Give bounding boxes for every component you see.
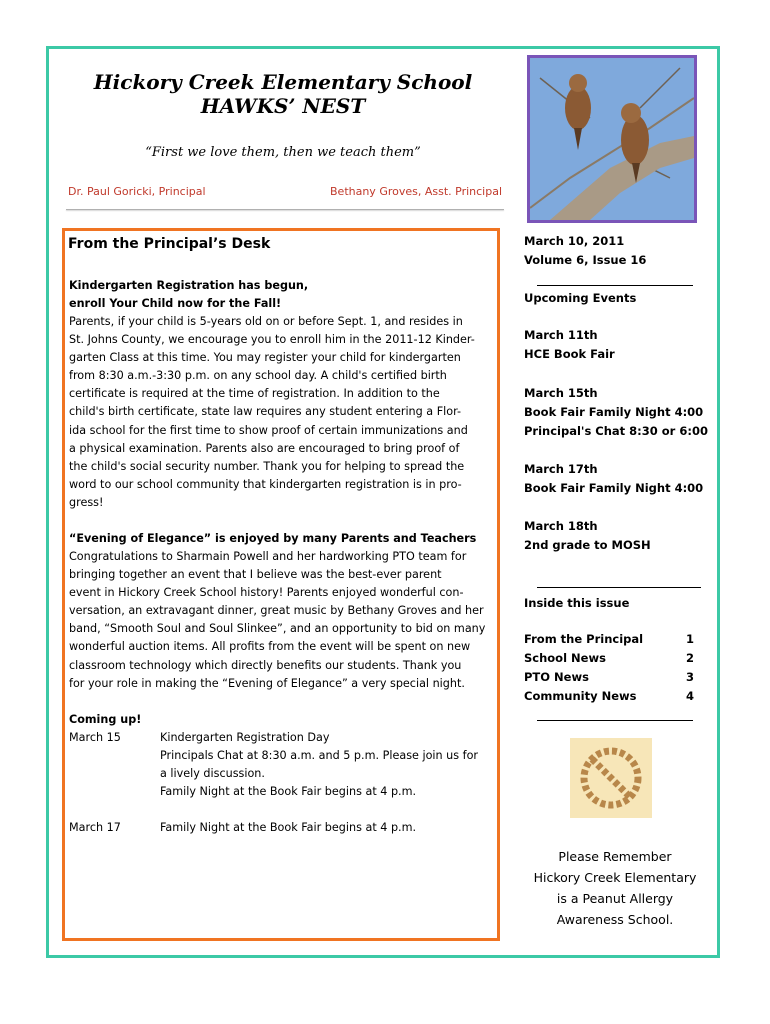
toc-page: 2 <box>685 651 694 665</box>
no-peanut-symbol <box>570 738 652 818</box>
header-divider <box>66 209 504 210</box>
principal-desk-heading: From the Principal’s Desk <box>68 236 271 252</box>
toc-title: From the Principal <box>524 632 644 646</box>
body-line: wonderful auction items. All profits from the event will be spent on new <box>69 640 471 654</box>
sidebar-divider <box>537 720 693 721</box>
motto: “First we love them, then we teach them” <box>145 145 421 160</box>
body-line: child's birth certificate, state law requires any student entering a Flor- <box>69 405 462 419</box>
coming-up-details <box>160 729 495 801</box>
notice-line: Awareness School. <box>556 912 674 927</box>
elegance-body <box>69 548 494 693</box>
body-line: for your role in making the “Evening of Elegance” a very special night. <box>69 676 465 690</box>
notice-line: is a Peanut Allergy <box>556 891 674 906</box>
toc-title: PTO News <box>524 670 589 684</box>
registration-heading-line: Kindergarten Registration has begun, <box>69 279 309 292</box>
coming-up-date: March 17 <box>69 821 121 834</box>
event-detail: 2nd grade to MOSH <box>524 538 651 552</box>
body-line: event in Hickory Creek School history! Parents enjoyed wonderful con- <box>69 586 464 600</box>
school-name: Hickory Creek Elementary School <box>93 70 473 94</box>
hawks-photo <box>527 55 697 223</box>
body-line: word to our school community that kindergarten registration is in pro- <box>69 477 462 491</box>
body-line: St. Johns County, we encourage you to enroll him in the 2011-12 Kinder- <box>69 333 475 347</box>
event-date: March 15th <box>524 386 598 400</box>
toc-item[interactable] <box>524 670 694 684</box>
issue-date: March 10, 2011 <box>524 234 625 248</box>
body-line: the child's social security number. Thank you for helping to spread the <box>69 459 465 473</box>
body-line: versation, an extravagant dinner, great music by Bethany Groves and her <box>69 604 484 618</box>
no-peanut-icon <box>570 738 652 818</box>
event-date: March 17th <box>524 462 598 476</box>
event-date: March 11th <box>524 328 598 342</box>
event-date: March 18th <box>524 519 598 533</box>
peanut-notice <box>520 846 710 930</box>
toc-title: School News <box>524 651 606 665</box>
issue-volume: Volume 6, Issue 16 <box>524 253 647 267</box>
body-line: Family Night at the Book Fair begins at 4 p.m. <box>160 785 417 799</box>
registration-body <box>69 313 494 512</box>
newsletter-title <box>66 70 500 118</box>
toc-item[interactable] <box>524 651 694 665</box>
coming-up-details: Family Night at the Book Fair begins at 4 p.m. <box>160 821 417 834</box>
sidebar-divider <box>537 587 701 588</box>
elegance-heading: “Evening of Elegance” is enjoyed by many Parents and Teachers <box>69 532 477 545</box>
registration-heading-line: enroll Your Child now for the Fall! <box>69 297 282 311</box>
registration-heading <box>69 277 494 313</box>
events-heading: Upcoming Events <box>524 291 637 305</box>
body-line: from 8:30 a.m.-3:30 p.m. on any school day. A child's certified birth <box>69 369 447 383</box>
body-line: band, “Smooth Soul and Soul Slinkee”, and an opportunity to bid on many <box>69 622 486 636</box>
event-detail: Book Fair Family Night 4:00 <box>524 405 704 419</box>
body-line: gress! <box>69 495 104 509</box>
notice-line: Please Remember <box>558 849 672 864</box>
toc-item[interactable] <box>524 689 694 703</box>
event-detail: Principal's Chat 8:30 or 6:00 <box>524 424 708 438</box>
sidebar-divider <box>537 285 693 286</box>
body-line: ida school for the first time to show proof of certain immunizations and <box>69 423 468 437</box>
principal-name: Dr. Paul Goricki, Principal <box>68 185 206 198</box>
body-line: Congratulations to Sharmain Powell and her hardworking PTO team for <box>69 550 467 563</box>
toc-page: 1 <box>685 632 694 646</box>
body-line: Parents, if your child is 5-years old on or before Sept. 1, and resides in <box>69 315 463 328</box>
body-line: bringing together an event that I believe was the best-ever parent <box>69 568 442 582</box>
event-detail: Book Fair Family Night 4:00 <box>524 481 704 495</box>
inside-heading: Inside this issue <box>524 596 630 610</box>
toc-page: 3 <box>685 670 694 684</box>
coming-up-heading: Coming up! <box>69 713 142 726</box>
body-line: Kindergarten Registration Day <box>160 731 330 744</box>
notice-line: Hickory Creek Elementary <box>533 870 697 885</box>
body-line: garten Class at this time. You may register your child for kindergarten <box>69 351 461 365</box>
toc-item[interactable] <box>524 632 694 646</box>
newsletter-name: HAWKS’ NEST <box>200 94 366 118</box>
body-line: classroom technology which directly benefits our students. Thank you <box>69 658 462 672</box>
toc-title: Community News <box>524 689 637 703</box>
body-line: a lively discussion. <box>160 767 265 781</box>
event-detail: HCE Book Fair <box>524 347 615 361</box>
body-line: a physical examination. Parents also are encouraged to bring proof of <box>69 441 460 455</box>
body-line: certificate is required at the time of registration. In addition to the <box>69 387 440 401</box>
hawks-photo-icon <box>530 58 694 220</box>
body-line: Principals Chat at 8:30 a.m. and 5 p.m. Please join us for <box>160 749 479 763</box>
asst-principal-name: Bethany Groves, Asst. Principal <box>330 185 503 198</box>
coming-up-date: March 15 <box>69 731 121 744</box>
toc-page: 4 <box>685 689 694 703</box>
